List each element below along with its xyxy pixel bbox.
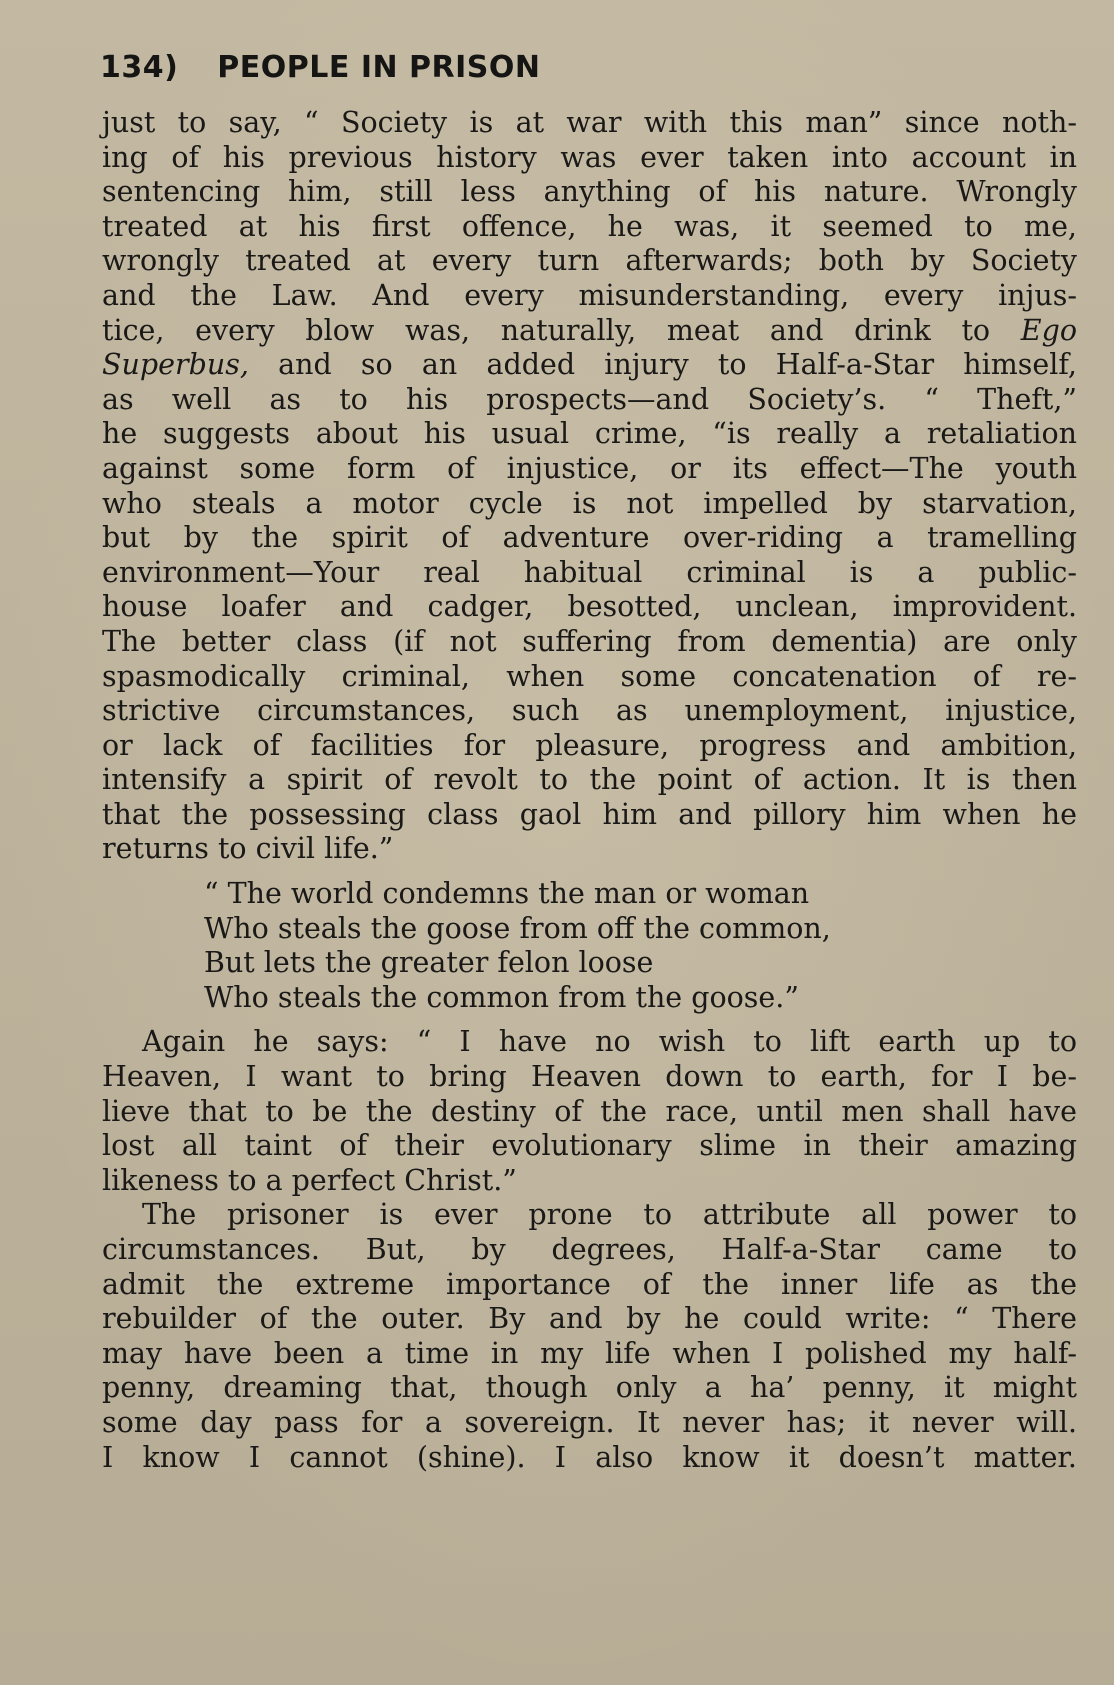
paragraph-2 <box>102 1025 1077 1198</box>
paragraph-1 <box>102 106 1077 867</box>
verse-line: Who steals the goose from off the common, <box>204 911 831 945</box>
text-line: ing of his previous history was ever taken into account in <box>102 140 1077 174</box>
text-segment: tice, every blow was, naturally, meat and drink to <box>102 313 991 347</box>
text-line: intensify a spirit of revolt to the point of action. It is then <box>102 763 1077 797</box>
text-line: penny, dreaming that, though only a ha’ penny, it might <box>102 1371 1077 1405</box>
text-line: The prisoner is ever prone to attribute all power to <box>142 1198 1077 1232</box>
text-line: The better class (if not suffering from dementia) are only <box>102 624 1077 658</box>
text-line: Again he says: “ I have no wish to lift earth up to <box>142 1025 1077 1059</box>
text-line: he suggests about his usual crime, “is really a retaliation <box>102 417 1077 451</box>
text-line: lieve that to be the destiny of the race, until men shall have <box>102 1094 1077 1128</box>
text-line: sentencing him, still less anything of his nature. Wrongly <box>102 175 1077 209</box>
text-line: as well as to his prospects—and Society’s. “ Theft,” <box>102 382 1077 416</box>
text-line: lost all taint of their evolutionary slime in their amazing <box>102 1129 1077 1163</box>
verse-line: “ The world condemns the man or woman <box>204 877 810 911</box>
text-line: rebuilder of the outer. By and by he could write: “ There <box>102 1302 1077 1336</box>
verse-line: Who steals the common from the goose.” <box>204 980 799 1014</box>
running-title: PEOPLE IN PRISON <box>217 50 541 85</box>
text-line: likeness to a perfect Christ.” <box>102 1163 517 1197</box>
text-line: spasmodically criminal, when some concatenation of re- <box>102 659 1077 693</box>
text-line: or lack of facilities for pleasure, progress and ambition, <box>102 728 1077 762</box>
text-line-with-italic <box>102 314 1077 349</box>
text-line: but by the spirit of adventure over-riding a tramelling <box>102 521 1077 555</box>
text-line: may have been a time in my life when I polished my half- <box>102 1336 1077 1370</box>
text-line: house loafer and cadger, besotted, unclean, improvident. <box>102 590 1077 624</box>
text-line: strictive circumstances, such as unemployment, injustice, <box>102 694 1077 728</box>
italic-term-ego: Ego <box>1020 313 1077 347</box>
running-header <box>100 50 541 90</box>
body-text <box>102 106 1077 1475</box>
text-line: wrongly treated at every turn afterwards; both by Society <box>102 244 1077 278</box>
text-line-with-italic <box>102 348 1077 383</box>
text-line: and the Law. And every misunderstanding, every injus- <box>102 278 1077 312</box>
text-line: just to say, “ Society is at war with this man” since noth- <box>102 106 1077 139</box>
text-line: some day pass for a sovereign. It never has; it never will. <box>102 1405 1077 1439</box>
italic-term-superbus: Superbus, <box>102 348 249 382</box>
text-line: environment—Your real habitual criminal is a public- <box>102 555 1077 589</box>
text-line: returns to civil life.” <box>102 832 394 866</box>
text-line: admit the extreme importance of the inner life as the <box>102 1267 1077 1301</box>
text-line: circumstances. But, by degrees, Half-a-Star came to <box>102 1233 1077 1266</box>
text-line: Heaven, I want to bring Heaven down to earth, for I be- <box>102 1060 1077 1094</box>
page-number: 134) <box>100 50 179 85</box>
text-line: treated at his first offence, he was, it seemed to me, <box>102 209 1077 243</box>
verse-line: But lets the greater felon loose <box>204 946 654 980</box>
paragraph-3 <box>102 1198 1077 1475</box>
text-line: that the possessing class gaol him and pillory him when he <box>102 797 1077 831</box>
verse-quote <box>102 877 1077 1015</box>
text-segment: and so an added injury to Half-a-Star himself, <box>278 348 1077 382</box>
text-line: I know I cannot (shine). I also know it doesn’t matter. <box>102 1440 1077 1474</box>
text-line: against some form of injustice, or its effect—The youth <box>102 451 1077 485</box>
text-line: who steals a motor cycle is not impelled by starvation, <box>102 486 1077 520</box>
